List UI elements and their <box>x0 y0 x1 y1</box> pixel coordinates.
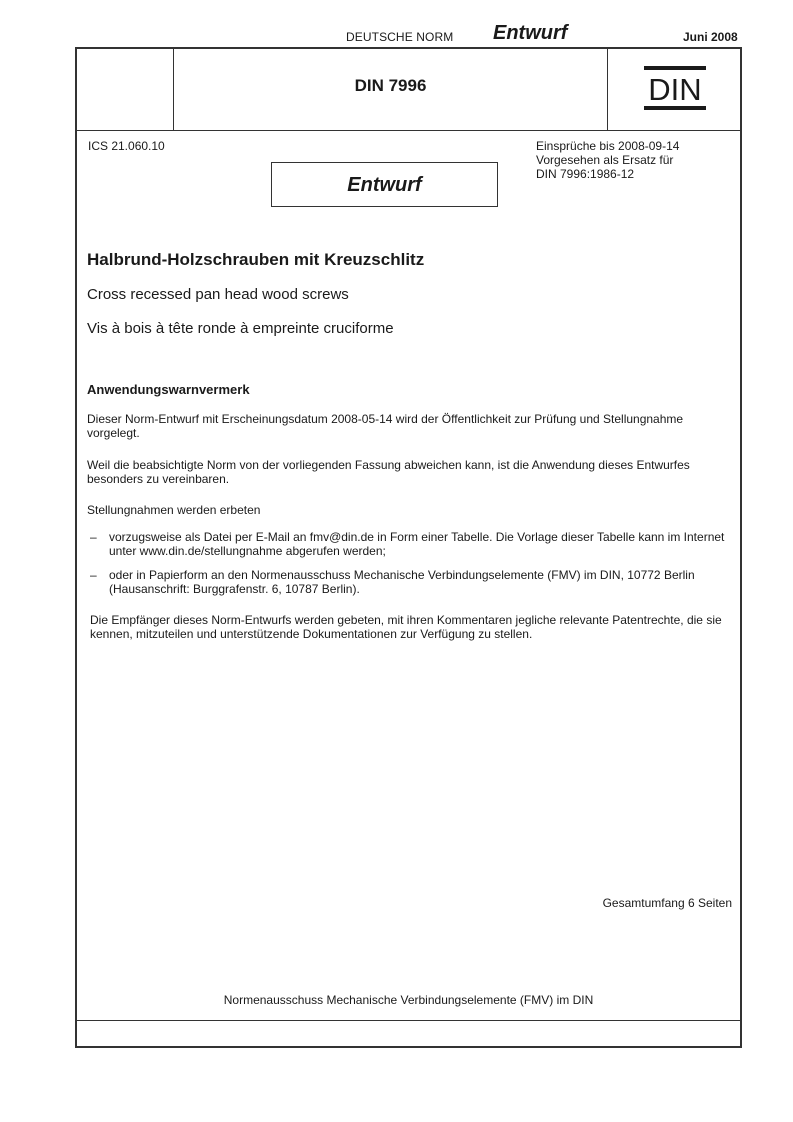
replacement-document: DIN 7996:1986-12 <box>536 167 635 181</box>
title-french: Vis à bois à tête ronde à empreinte cruciforme <box>87 320 394 337</box>
objections-deadline: Einsprüche bis 2008-09-14 <box>536 139 680 153</box>
notice-paragraph: Weil die beabsichtigte Norm von der vorliegenden Fassung abweichen kann, ist die Anwendung dieses Entwurfes besonders zu vereinbaren. <box>87 458 690 486</box>
title-english: Cross recessed pan head wood screws <box>87 286 349 303</box>
header-divider-right <box>607 47 608 131</box>
din-logo-text: DIN <box>648 72 702 107</box>
list-item-text: oder in Papierform an den Normenausschuss Mechanische Verbindungselemente (FMV) im DIN, 10772 Berlin (Hausanschrift: Burggrafenstr. 6, 10787 Berlin). <box>109 568 695 596</box>
norm-type-label: DEUTSCHE NORM <box>346 30 454 44</box>
page-count: Gesamtumfang 6 Seiten <box>602 896 732 910</box>
list-item-text: vorzugsweise als Datei per E-Mail an fmv@din.de in Form einer Tabelle. Die Vorlage dieser Tabelle kann im Internet unter www.din.de/stellungnahme abgerufen werden; <box>109 530 725 558</box>
title-german: Halbrund-Holzschrauben mit Kreuzschlitz <box>87 250 425 269</box>
notice-paragraph: Stellungnahmen werden erbeten <box>87 503 261 517</box>
replacement-label: Vorgesehen als Ersatz für <box>536 153 674 167</box>
notice-paragraph: Die Empfänger dieses Norm-Entwurfs werden gebeten, mit ihren Kommentaren jegliche relevante Patentrechte, die sie kennen, mitzuteilen und unterstützende Dokumentationen zur Verfügung zu stellen. <box>90 613 722 641</box>
list-item <box>90 530 735 560</box>
publication-date: Juni 2008 <box>683 30 738 44</box>
din-logo <box>644 66 706 110</box>
notice-paragraph: Dieser Norm-Entwurf mit Erscheinungsdatum 2008-05-14 wird der Öffentlichkeit zur Prüfung und Stellungnahme vorgelegt. <box>87 412 684 440</box>
bullet-dash: – <box>90 530 97 544</box>
list-item <box>90 568 735 598</box>
draft-box: Entwurf <box>271 162 498 207</box>
notice-heading: Anwendungswarnvermerk <box>87 382 250 397</box>
document-info <box>536 139 679 181</box>
committee-name: Normenausschuss Mechanische Verbindungselemente (FMV) im DIN <box>223 993 594 1007</box>
footer-divider <box>75 1020 742 1021</box>
ics-code: ICS 21.060.10 <box>88 139 165 153</box>
status-label: Entwurf <box>493 22 568 44</box>
document-number: DIN 7996 <box>354 76 427 95</box>
bullet-dash: – <box>90 568 97 582</box>
